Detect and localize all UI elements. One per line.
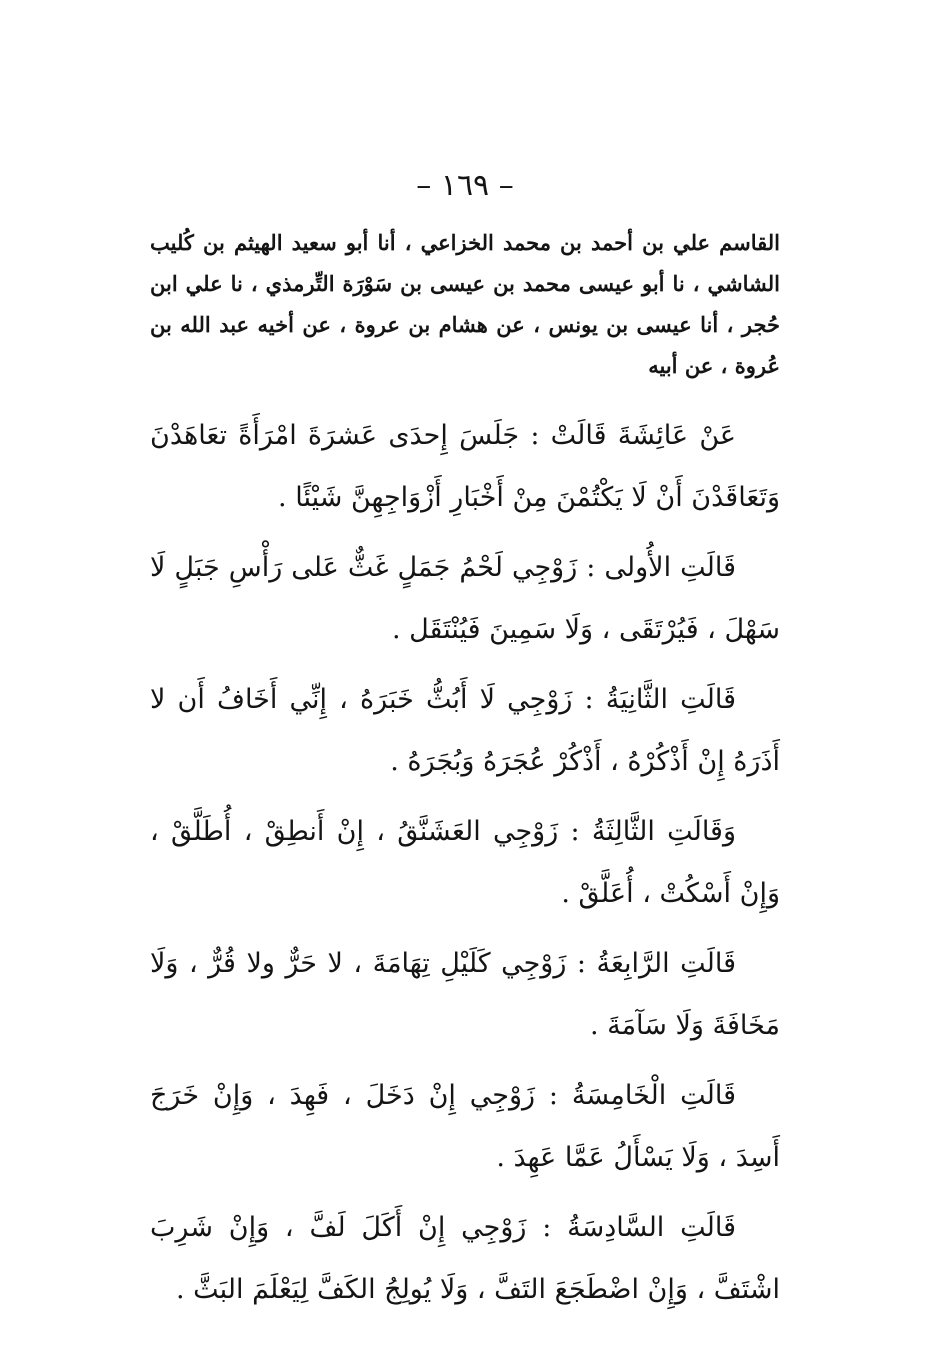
isnad-text: القاسم علي بن أحمد بن محمد الخزاعي ، أنا أبو سعيد الهيثم بن كُليب الشاشي ، نا أبو عيسى محمد بن عيسى بن سَوْرَة التِّرمذي ، نا علي ابن حُجر ، أنا عيسى بن يونس ، عن هشام بن عروة ، عن أخيه عبد الله بن عُروة ، عن أبيه xyxy=(150,230,780,378)
paragraph-first-woman: قَالَتِ الأُولى : زَوْجِي لَحْمُ جَمَلٍ غَثٌّ عَلى رَأْسِ جَبَلٍ لَا سَهْلَ ، فَيُرْتَقَى ، وَلَا سَمِينَ فَيُنْتَقَل . xyxy=(150,552,780,645)
paragraph-fourth-woman: قَالَتِ الرَّابِعَةُ : زَوْجِي كَلَيْلِ تِهَامَةَ ، لا حَرٌّ ولا قُرٌّ ، وَلَا مَخَافَةَ وَلَا سَآمَةَ . xyxy=(150,948,780,1041)
paragraph-second-woman: قَالَتِ الثَّانِيَةُ : زَوْجِي لَا أَبُثُّ خَبَرَهُ ، إِنِّي أَخَافُ أَن لا أَذَرَهُ إِنْ أَذْكُرْهُ ، أَذْكُرْ عُجَرَهُ وَبُجَرَهُ . xyxy=(150,684,780,777)
paragraph-sixth-woman: قَالَتِ السَّادِسَةُ : زَوْجِي إِنْ أَكَلَ لَفَّ ، وَإِنْ شَرِبَ اشْتَفَّ ، وَإِنْ اضْطَجَعَ التَفَّ ، وَلَا يُولِجُ الكَفَّ لِيَعْلَمَ البَثَّ . xyxy=(150,1212,780,1305)
hadith-body xyxy=(150,405,780,1329)
page-number: – ١٦٩ – xyxy=(416,168,514,203)
paragraph-fifth-woman: قَالَتِ الْخَامِسَةُ : زَوْجِي إِنْ دَخَلَ ، فَهِدَ ، وَإِنْ خَرَجَ أَسِدَ ، وَلَا يَسْأَلُ عَمَّا عَهِدَ . xyxy=(150,1080,780,1173)
paragraph-third-woman: وَقَالَتِ الثَّالِثَةُ : زَوْجِي العَشَنَّقُ ، إِنْ أَنطِقْ ، أُطَلَّقْ ، وَإِنْ أَسْكُتْ ، أُعَلَّقْ . xyxy=(150,816,780,909)
paragraph-intro: عَنْ عَائِشَةَ قَالَتْ : جَلَسَ إِحدَى عَشرَةَ امْرَأَةً تعَاهَدْنَ وَتَعَاقَدْنَ أَنْ لَا يَكْتُمْنَ مِنْ أَخْبَارِ أَزْوَاجِهِنَّ شَيْئًا . xyxy=(150,420,780,513)
isnad-chain xyxy=(150,222,780,386)
